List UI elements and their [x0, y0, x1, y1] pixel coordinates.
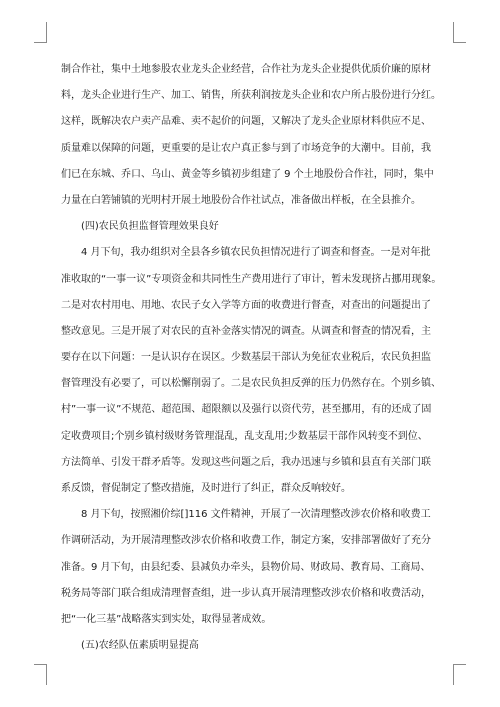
text-line: 质量难以保障的问题，更重要的是让农户真正参与到了市场竞争的大潮中。目前，我	[61, 142, 431, 154]
text-line: 们已在东城、乔口、乌山、黄金等乡镇初步组建了 9 个土地股份合作社，同时，集中	[61, 168, 434, 180]
section-heading-5: (五)农经队伍素质明显提高	[81, 640, 199, 652]
text-line: 督管理没有必要了，可以松懈削弱了。二是农民负担反弹的压力仍然存在。个别乡镇、	[61, 378, 441, 390]
text-line: 方法简单、引发干群矛盾等。发现这些问题之后，我办迅速与乡镇和县直有关部门联	[61, 456, 431, 468]
text-line: 定收费项目;个别乡镇村级财务管理混乱，乱支乱用;少数基层干部作风转变不到位、	[61, 430, 428, 442]
section-heading-4: (四)农民负担监督管理效果良好	[81, 221, 219, 233]
text-line: 准备。9 月下旬，由县纪委、县减负办牵头，县物价局、财政局、教育局、工商局、	[61, 561, 431, 573]
text-line: 整改意见。三是开展了对农民的直补金落实情况的调查。从调查和督查的情况看，主	[61, 325, 431, 337]
text-line: 准收取的“一事一议”专项资金和共同性生产费用进行了审计，暂未发现挤占挪用现象。	[61, 273, 441, 285]
text-line: 力量在白箬铺镇的光明村开展土地股份合作社试点，准备做出样板，在全县推介。	[61, 194, 421, 206]
document-body	[61, 57, 441, 659]
crop-mark-bottom-right	[453, 664, 466, 685]
text-line: 税务局等部门联合组成清理督查组，进一步认真开展清理整改涉农价格和收费活动，	[61, 587, 431, 599]
text-line: 这样，既解决农户卖产品难、卖不起价的问题，又解决了龙头企业原材料供应不足、	[61, 116, 431, 128]
text-line: 要存在以下问题：一是认识存在误区。少数基层干部认为免征农业税后，农民负担监	[61, 352, 431, 364]
text-line: 村”一事一议”不规范、超范围、超限额以及强行以资代劳，甚至挪用，有的还成了固	[61, 404, 432, 416]
text-line: 把“一化三基”战略落实到实处，取得显著成效。	[61, 613, 272, 625]
text-line: 8 月下旬，按照湘价综[]116 文件精神，开展了一次清理整改涉农价格和收费工	[81, 509, 431, 521]
text-line: 作调研活动，为开展清理整改涉农价格和收费工作，制定方案，安排部署做好了充分	[61, 535, 431, 547]
text-line: 4 月下旬，我办组织对全县各乡镇农民负担情况进行了调查和督查。一是对年批	[81, 247, 431, 259]
text-line: 料，龙头企业进行生产、加工、销售，所获利润按龙头企业和农户所占股份进行分红。	[61, 90, 441, 102]
crop-mark-top-right	[453, 22, 466, 43]
text-line: 系反馈，督促制定了整改措施，及时进行了纠正，群众反响较好。	[61, 483, 351, 494]
crop-mark-bottom-left	[34, 664, 47, 685]
text-line: 二是对农村用电、用地、农民子女入学等方面的收费进行督查，对查出的问题提出了	[61, 299, 431, 311]
text-line: 制合作社，集中土地参股农业龙头企业经营，合作社为龙头企业提供优质价廉的原材	[61, 64, 431, 75]
crop-mark-top-left	[34, 22, 47, 43]
